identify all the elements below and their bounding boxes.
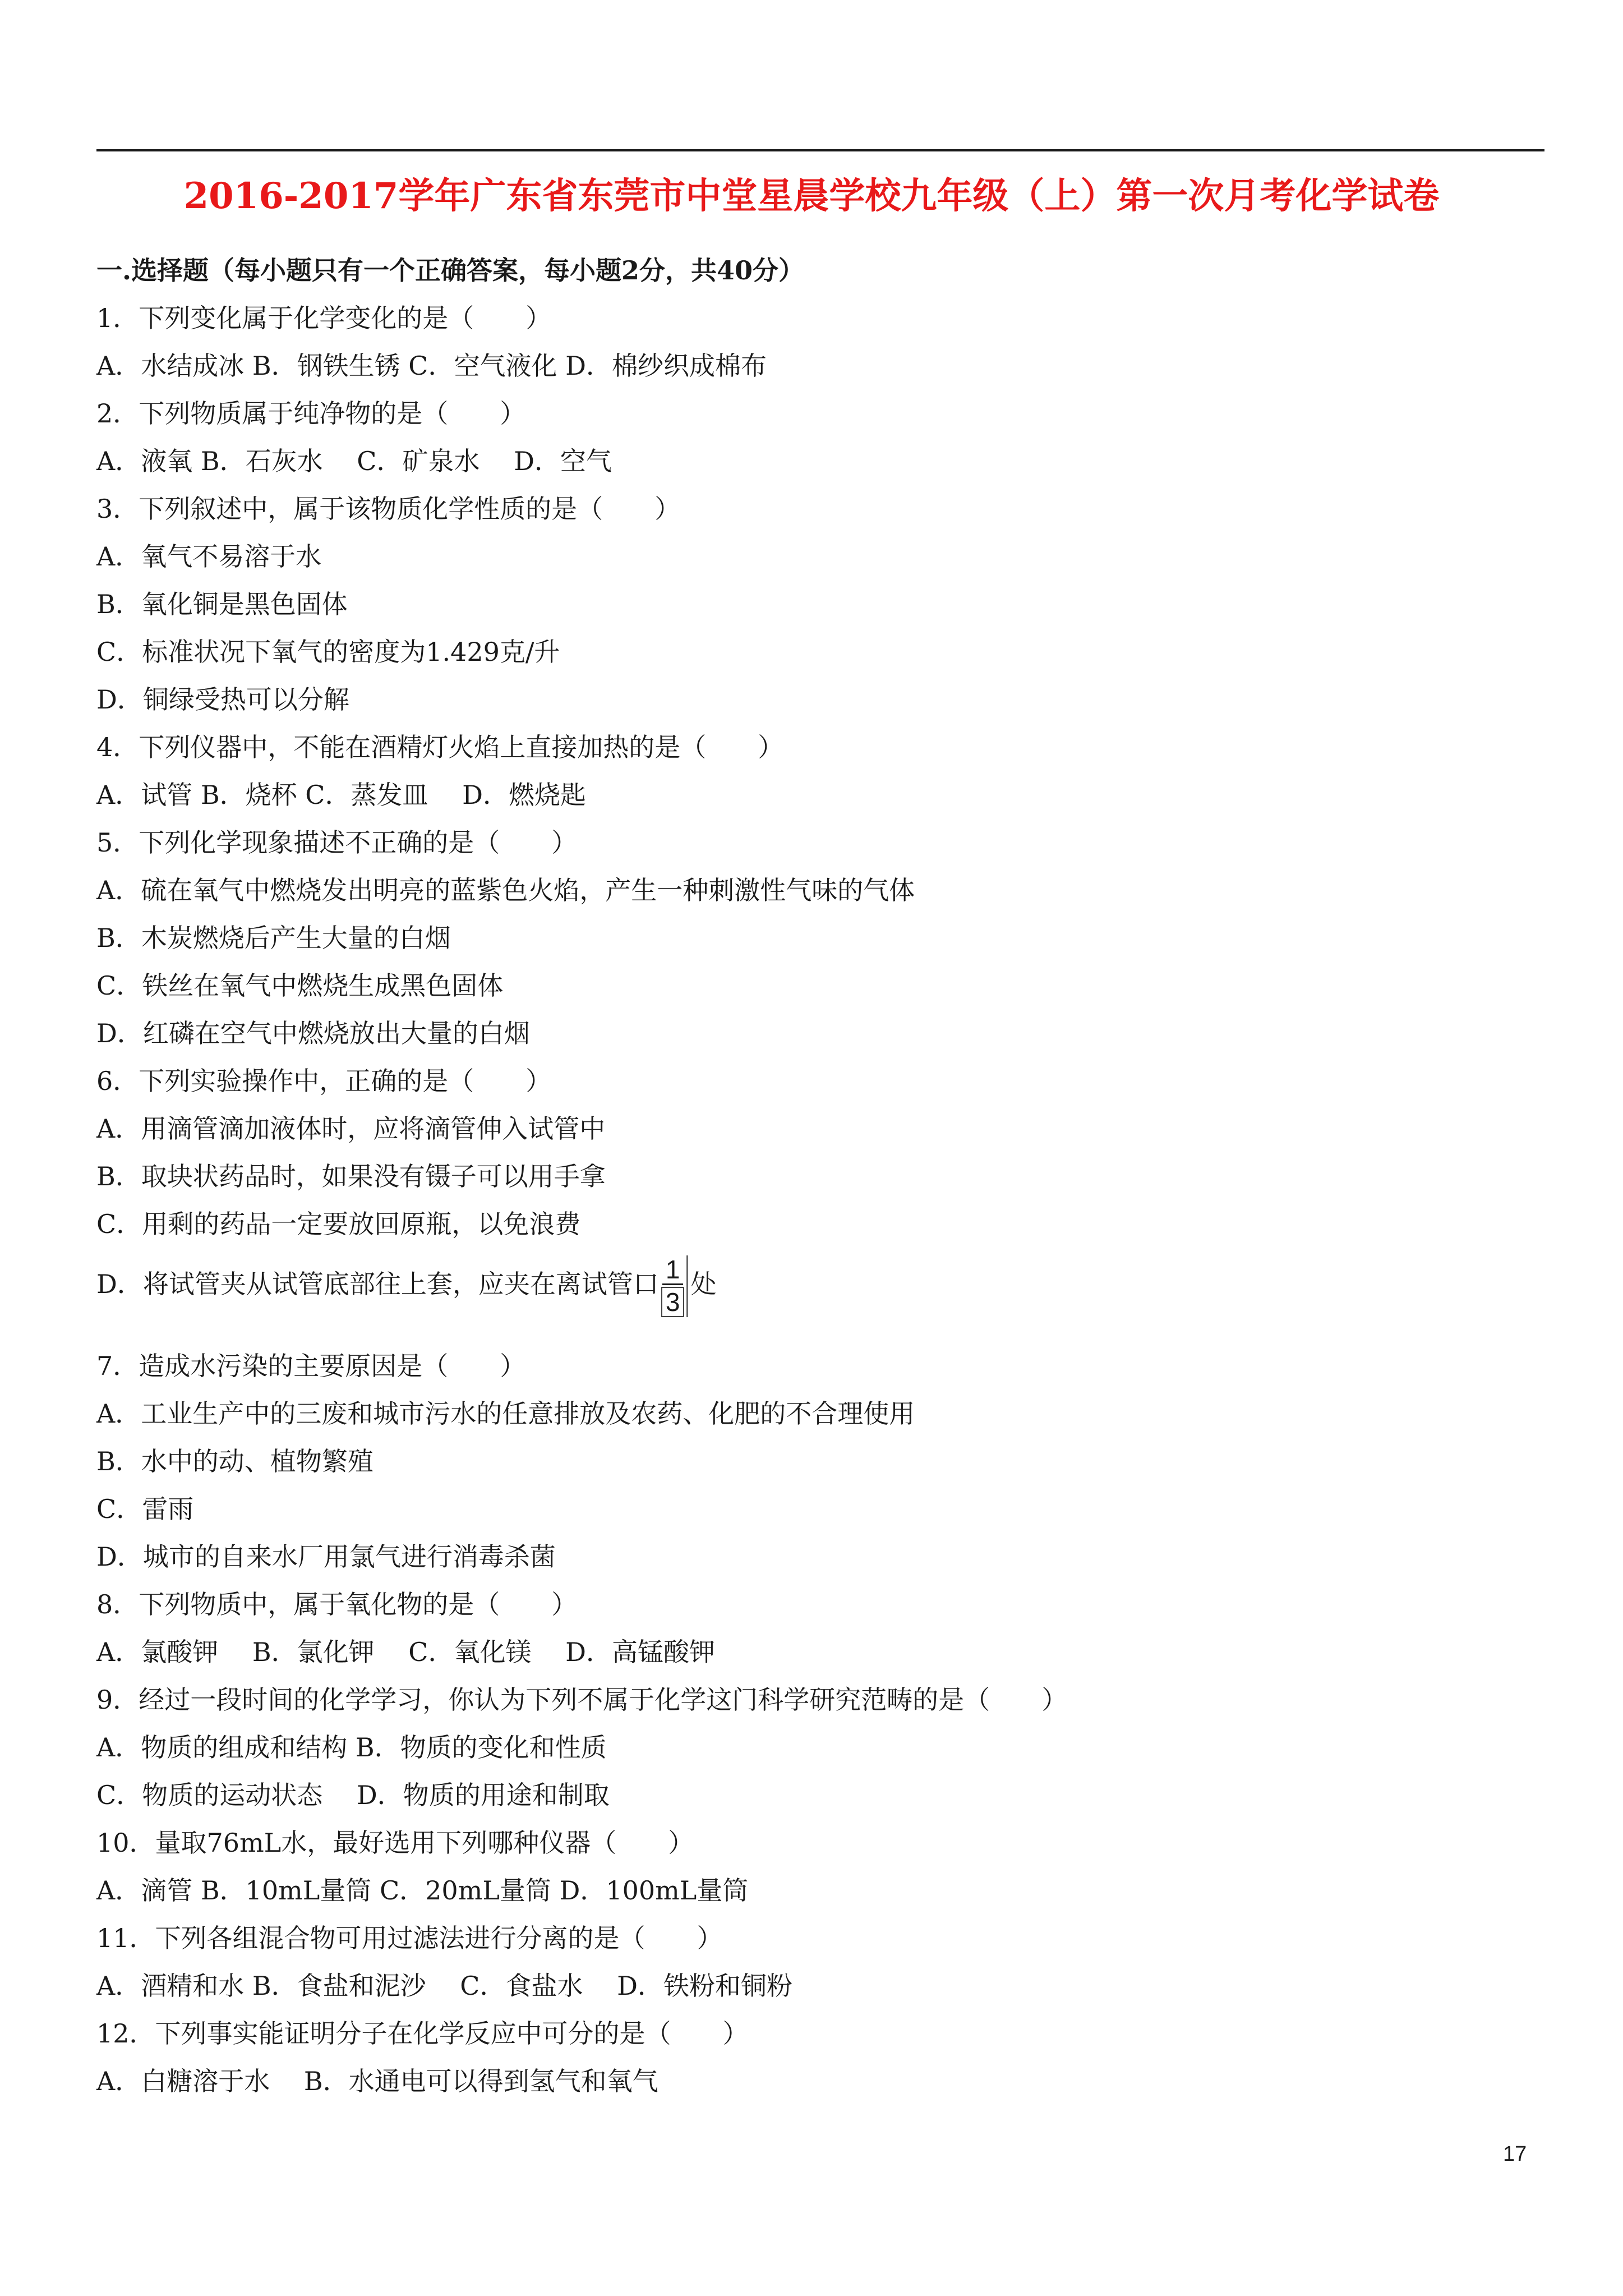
- option-line: A．氯酸钾 B．氯化钾 C．氧化镁 D．高锰酸钾: [96, 1637, 715, 1667]
- question-line: 7．造成水污染的主要原因是（ ）: [96, 1351, 526, 1381]
- option-line: C．标准状况下氧气的密度为1.429克/升: [96, 637, 560, 667]
- option-line: B．水中的动、植物繁殖: [96, 1446, 374, 1476]
- question-line: 6．下列实验操作中，正确的是（ ）: [96, 1066, 552, 1096]
- question-line: 12．下列事实能证明分子在化学反应中可分的是（ ）: [96, 2018, 749, 2049]
- option-line: A．酒精和水 B．食盐和泥沙 C．食盐水 D．铁粉和铜粉: [96, 1971, 792, 2001]
- option-text: D．将试管夹从试管底部往上套，应夹在离试管口: [96, 1269, 659, 1299]
- option-line: B．木炭燃烧后产生大量的白烟: [96, 923, 451, 953]
- section-heading: 一.选择题（每小题只有一个正确答案，每小题2分，共40分）: [96, 255, 805, 286]
- question-line: 2．下列物质属于纯净物的是（ ）: [96, 398, 526, 429]
- option-line-with-fraction: [96, 1255, 716, 1317]
- option-line: C．铁丝在氧气中燃烧生成黑色固体: [96, 970, 504, 1001]
- question-line: 11．下列各组混合物可用过滤法进行分离的是（ ）: [96, 1923, 723, 1953]
- option-line: C．物质的运动状态 D．物质的用途和制取: [96, 1780, 610, 1810]
- question-line: 5．下列化学现象描述不正确的是（ ）: [96, 827, 578, 858]
- option-line: C．用剩的药品一定要放回原瓶，以免浪费: [96, 1209, 581, 1239]
- question-line: 8．下列物质中，属于氧化物的是（ ）: [96, 1589, 578, 1619]
- option-line: B．氧化铜是黑色固体: [96, 589, 348, 619]
- option-line: A．液氧 B．石灰水 C．矿泉水 D．空气: [96, 446, 612, 476]
- question-line: 10．量取76mL水，最好选用下列哪种仪器（ ）: [96, 1828, 694, 1858]
- option-text-suffix: 处: [690, 1269, 717, 1299]
- question-line: 3．下列叙述中，属于该物质化学性质的是（ ）: [96, 494, 681, 524]
- option-line: D．城市的自来水厂用氯气进行消毒杀菌: [96, 1542, 556, 1572]
- page-title: 2016-2017学年广东省东莞市中堂星晨学校九年级（上）第一次月考化学试卷: [183, 175, 1440, 217]
- option-line: C．雷雨: [96, 1494, 194, 1524]
- option-line: D．铜绿受热可以分解: [96, 684, 349, 715]
- option-line: A．用滴管滴加液体时，应将滴管伸入试管中: [96, 1114, 606, 1144]
- option-line: A．工业生产中的三废和城市污水的任意排放及农药、化肥的不合理使用: [96, 1398, 915, 1429]
- option-line: A．水结成冰 B．钢铁生锈 C．空气液化 D．棉纱织成棉布: [96, 351, 767, 381]
- option-line: A．滴管 B．10mL量筒 C．20mL量筒 D．100mL量筒: [96, 1875, 749, 1906]
- header-rule: [96, 149, 1544, 151]
- fraction-denominator: 3: [661, 1287, 685, 1317]
- fraction: [661, 1255, 689, 1317]
- option-line: A．白糖溶于水 B．水通电可以得到氢气和氧气: [96, 2066, 658, 2096]
- option-line: A．物质的组成和结构 B．物质的变化和性质: [96, 1732, 607, 1763]
- question-line: 1．下列变化属于化学变化的是（ ）: [96, 303, 552, 333]
- question-line: 4．下列仪器中，不能在酒精灯火焰上直接加热的是（ ）: [96, 732, 784, 762]
- option-line: A．试管 B．烧杯 C．蒸发皿 D．燃烧匙: [96, 780, 586, 810]
- option-line: A．氧气不易溶于水: [96, 541, 322, 572]
- option-line: B．取块状药品时，如果没有镊子可以用手拿: [96, 1161, 606, 1191]
- question-line: 9．经过一段时间的化学学习，你认为下列不属于化学这门科学研究范畴的是（ ）: [96, 1685, 1068, 1715]
- option-line: D．红磷在空气中燃烧放出大量的白烟: [96, 1018, 530, 1048]
- option-line: A．硫在氧气中燃烧发出明亮的蓝紫色火焰，产生一种刺激性气味的气体: [96, 875, 915, 905]
- fraction-numerator: 1: [662, 1255, 684, 1285]
- page-number: 17: [1503, 2142, 1527, 2166]
